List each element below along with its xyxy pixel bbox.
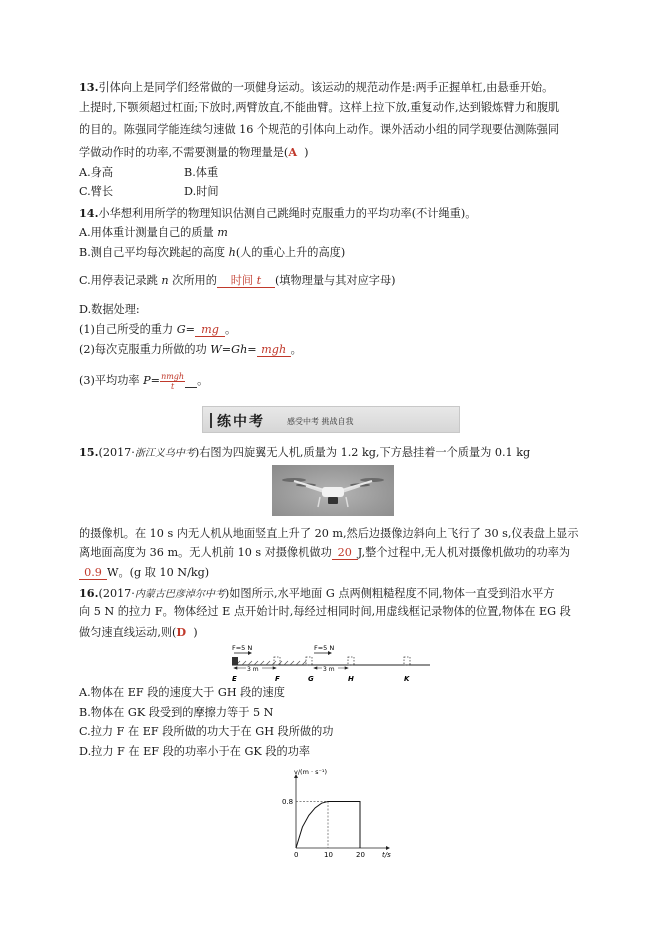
force-arrow-1 xyxy=(232,644,252,655)
dashed-boxes xyxy=(274,657,410,665)
q14-step-d: D.数据处理: xyxy=(79,303,140,316)
point-f: F xyxy=(275,675,280,683)
q14-d1-text: (1)自己所受的重力 xyxy=(79,323,177,336)
point-e: E xyxy=(232,675,237,683)
q16-line1 xyxy=(79,586,554,602)
q16-number: 16. xyxy=(79,586,99,600)
q13-answer: A xyxy=(288,145,297,159)
drone-icon xyxy=(272,465,394,516)
q14-c-answer-var: t xyxy=(256,274,262,287)
q14-b-var: h xyxy=(228,246,236,259)
q14-a-text: A.用体重计测量自己的质量 xyxy=(79,226,218,239)
q15-text1: )右图为四旋翼无人机,质量为 1.2 kg,下方悬挂着一个质量为 0.1 kg xyxy=(194,446,531,459)
rough-surface-hatch xyxy=(232,661,312,665)
q13-option-c: C.臂长 xyxy=(79,185,114,198)
q13-line2: 上提时,下颚须超过杠面;下放时,两臂放直,不能曲臂。这样上拉下放,重复动作,达到锻炼臂力和腹肌 xyxy=(79,101,560,114)
q14-step-a xyxy=(79,226,228,240)
q13-text1: 引体向上是同学们经常做的一项健身运动。该运动的规范动作是:两手正握单杠,由悬垂开始。 xyxy=(98,81,554,94)
q15-line3 xyxy=(79,546,570,560)
q14-b-post: (人的重心上升的高度) xyxy=(235,246,346,259)
section-banner xyxy=(202,406,460,433)
q15-text3: 离地面高度为 36 m。无人机前 10 s 对摄像机做功 xyxy=(79,546,332,559)
q14-stem xyxy=(79,206,476,221)
q14-c-mid: 次所用的 xyxy=(168,274,217,287)
q14-d1-answer-text: mg xyxy=(201,323,219,336)
q14-d3-denominator: t xyxy=(170,381,175,391)
q14-text: 小华想利用所学的物理知识估测自己跳绳时克服重力的平均功率(不计绳重)。 xyxy=(98,207,477,220)
q14-step-b xyxy=(79,246,345,260)
q16-line3 xyxy=(79,625,198,640)
banner-subtitle: 感受中考 挑战自我 xyxy=(287,417,354,426)
q14-d2-text: (2)每次克服重力所做的功 xyxy=(79,343,211,356)
q16-option-c: C.拉力 F 在 EF 段所做的功大于在 GH 段所做的功 xyxy=(79,725,334,738)
q14-d2-answer xyxy=(257,344,291,357)
q14-d3-post: 。 xyxy=(197,374,209,387)
q14-c-answer-word: 时间 xyxy=(230,274,254,287)
x-axis-label: t/s xyxy=(382,851,391,859)
x-tick-label: 0 xyxy=(294,851,299,859)
point-h: H xyxy=(348,675,354,683)
q14-d3-fraction xyxy=(160,372,185,391)
q13-paren: ) xyxy=(304,146,309,159)
q14-d1-post: 。 xyxy=(225,323,237,336)
q14-d2-answer-text: mgh xyxy=(261,343,287,356)
point-k: K xyxy=(404,675,410,683)
banner-title: 练中考 xyxy=(217,414,265,430)
x-axis-arrow xyxy=(386,846,390,850)
q15-answer-2-text: 0.9 xyxy=(84,566,102,579)
q14-d2 xyxy=(79,343,302,357)
q14-c-answer xyxy=(217,275,275,288)
x-tick-label: 10 xyxy=(324,851,333,859)
q16-line2: 向 5 N 的拉力 F。物体经过 E 点开始计时,每经过相同时间,用虚线框记录物体的位置,物体在 EG 段 xyxy=(79,605,571,618)
force-arrow-2 xyxy=(314,644,334,655)
q14-d3-text: (3)平均功率 xyxy=(79,374,144,387)
q14-d2-eq: W=Gh= xyxy=(210,343,257,356)
q13-line3: 的目的。陈强同学能连续匀速做 16 个规范的引体向上动作。课外活动小组的同学现要估测陈强同 xyxy=(79,123,560,136)
q15-source: 浙江义乌中考 xyxy=(134,448,195,459)
q16-source: 内蒙古巴彦淖尔中考 xyxy=(134,589,225,600)
q14-d1 xyxy=(79,323,236,337)
q15-number: 15. xyxy=(79,445,99,459)
q16-option-b: B.物体在 GK 段受到的摩擦力等于 5 N xyxy=(79,706,274,719)
force-label-1: F=5 N xyxy=(232,644,253,652)
q13-number: 13. xyxy=(79,80,99,94)
q15-answer-2 xyxy=(79,567,107,580)
q14-d3 xyxy=(79,370,208,392)
q13-options-ab xyxy=(79,166,219,180)
q15-src-pre: (2017· xyxy=(98,446,135,459)
q14-number: 14. xyxy=(79,206,99,220)
q14-d1-eq: G= xyxy=(176,323,196,336)
q16-src-pre: (2017· xyxy=(98,587,135,600)
q15-line2: 的摄像机。在 10 s 内无人机从地面竖直上升了 20 m,然后边摄像边斜向上飞行了 30 s,仪表盘上显示 xyxy=(79,527,579,540)
velocity-time-chart xyxy=(278,768,391,859)
q15-line1 xyxy=(79,445,530,461)
q16-option-d: D.拉力 F 在 EF 段的功率小于在 GK 段的功率 xyxy=(79,745,311,758)
q15-answer-1 xyxy=(332,547,358,560)
y-axis-label: v/(m · s⁻¹) xyxy=(294,768,328,776)
point-g: G xyxy=(308,675,314,683)
q14-d2-post: 。 xyxy=(290,343,302,356)
q13-option-d: D.时间 xyxy=(184,185,219,198)
distance-label-2: 3 m xyxy=(323,666,335,673)
q15-answer-1-text: 20 xyxy=(337,546,352,559)
drone-photo xyxy=(272,465,394,516)
y-tick-label: 0.8 xyxy=(282,797,294,806)
q16-text3: 做匀速直线运动,则( xyxy=(79,626,177,639)
q14-c-var: n xyxy=(161,274,169,287)
q14-step-c xyxy=(79,274,396,288)
q14-a-var: m xyxy=(217,226,228,239)
q16-text1: )如图所示,水平地面 G 点两侧粗糙程度不同,物体一直受到沿水平方 xyxy=(224,587,555,600)
block xyxy=(232,657,238,665)
chart-axes xyxy=(282,774,390,859)
q15-text4: W。(g 取 10 N/kg) xyxy=(107,566,210,579)
force-label-2: F=5 N xyxy=(314,644,335,652)
distance-label-1: 3 m xyxy=(247,666,259,673)
motion-diagram xyxy=(228,644,436,684)
q13-line4 xyxy=(79,145,309,160)
q13-option-a: A.身高 xyxy=(79,166,114,179)
q14-b-text: B.测自己平均每次跳起的高度 xyxy=(79,246,229,259)
q14-d3-numerator: nmgh xyxy=(161,371,185,381)
q15-text3b: J,整个过程中,无人机对摄像机做功的功率为 xyxy=(357,546,571,559)
q13-option-b: B.体重 xyxy=(184,166,219,179)
q14-c-post: (填物理量与其对应字母) xyxy=(274,274,396,287)
q13-options-cd xyxy=(79,185,219,199)
banner-bar xyxy=(210,413,212,428)
x-tick-label: 20 xyxy=(356,851,365,859)
q14-d3-eq: P= xyxy=(143,374,161,387)
q13-text4: 学做动作时的功率,不需要测量的物理量是( xyxy=(79,146,289,159)
q14-d1-answer xyxy=(195,324,225,337)
q14-c-text: C.用停表记录跳 xyxy=(79,274,162,287)
q16-option-a: A.物体在 EF 段的速度大于 GH 段的速度 xyxy=(79,686,285,699)
q15-line4 xyxy=(79,566,209,580)
q16-answer: D xyxy=(176,625,187,639)
q13-line1 xyxy=(79,80,553,95)
q16-paren: ) xyxy=(193,626,198,639)
